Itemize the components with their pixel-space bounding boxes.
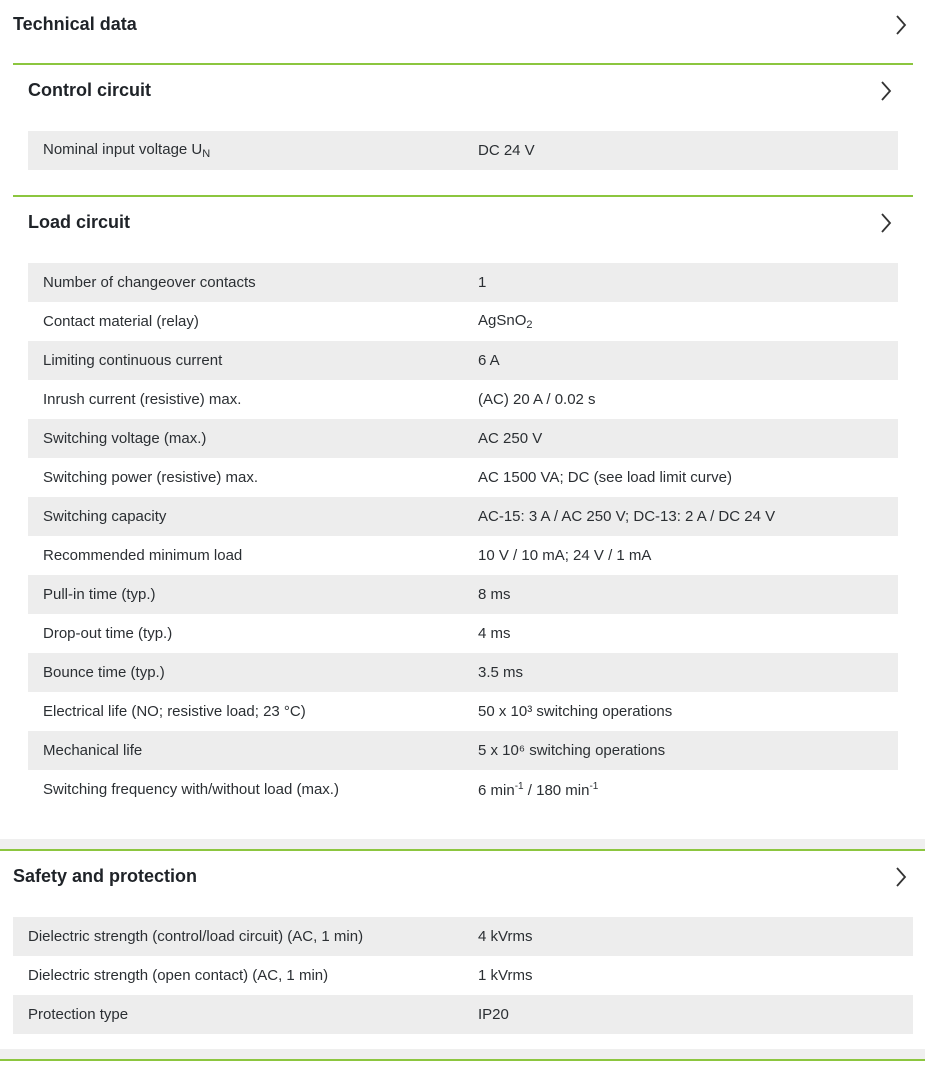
table-row xyxy=(28,692,898,731)
row-value: AC 250 V xyxy=(478,430,543,447)
row-label: Protection type xyxy=(28,1006,129,1023)
row-value: 4 kVrms xyxy=(478,928,533,945)
row-label: Nominal input voltage $U_N$ xyxy=(43,141,211,160)
row-value: (AC) 20 A / 0.02 s xyxy=(478,391,596,408)
table-row xyxy=(28,731,898,770)
table-row xyxy=(28,419,898,458)
table-row xyxy=(13,995,913,1034)
row-label: Contact material (relay) xyxy=(43,313,199,330)
row-value: 6 A xyxy=(478,352,500,369)
row-value: 5 x 10⁶ switching operations xyxy=(478,742,666,759)
table-row xyxy=(28,380,898,419)
row-value: 6 $\min^{-1} / 180$ $\min^{-1}$ xyxy=(478,780,599,799)
section-divider xyxy=(0,849,925,851)
technical-data-header[interactable] xyxy=(0,0,925,50)
row-value: 4 ms xyxy=(478,625,511,642)
row-label: Switching frequency with/without load (max.) xyxy=(43,781,339,798)
row-value: DC 24 V xyxy=(478,142,535,159)
row-label: Inrush current (resistive) max. xyxy=(43,391,242,408)
chevron-right-icon[interactable] xyxy=(894,14,908,36)
row-value: 8 ms xyxy=(478,586,511,603)
row-value: IP20 xyxy=(478,1006,509,1023)
section-gap xyxy=(0,1049,925,1059)
table-row xyxy=(28,341,898,380)
row-label: Limiting continuous current xyxy=(43,352,223,369)
section-gap xyxy=(0,839,925,849)
row-label: Mechanical life xyxy=(43,742,143,759)
safety-protection-table xyxy=(13,917,913,1034)
page-title: Technical data xyxy=(13,14,137,34)
row-value: 3.5 ms xyxy=(478,664,524,681)
row-value: AC 1500 VA; DC (see load limit curve) xyxy=(478,469,732,486)
row-value: 1 xyxy=(478,274,487,291)
row-value: 10 V / 10 mA; 24 V / 1 mA xyxy=(478,547,652,564)
section-title: Control circuit xyxy=(28,80,152,100)
table-row xyxy=(28,302,898,341)
row-value: 50 x 10³ switching operations xyxy=(478,703,673,720)
row-label: Pull-in time (typ.) xyxy=(43,586,156,603)
table-row xyxy=(13,917,913,956)
row-label: Dielectric strength (open contact) (AC, 1 min) xyxy=(28,967,329,984)
row-value: AgSnO$_2$ xyxy=(478,312,533,331)
row-label: Bounce time (typ.) xyxy=(43,664,165,681)
row-label: Dielectric strength (control/load circuit) (AC, 1 min) xyxy=(28,928,364,945)
row-value: 1 kVrms xyxy=(478,967,533,984)
row-value: AC-15: 3 A / AC 250 V; DC-13: 2 A / DC 24 V xyxy=(478,508,776,525)
row-label: Number of changeover contacts xyxy=(43,274,256,291)
section-divider xyxy=(0,1059,925,1061)
row-label: Switching voltage (max.) xyxy=(43,430,207,447)
row-label: Electrical life (NO; resistive load; 23 °C) xyxy=(43,703,306,720)
control-circuit-table xyxy=(28,131,898,170)
table-row xyxy=(28,536,898,575)
table-row xyxy=(28,131,898,170)
table-row xyxy=(28,614,898,653)
section-divider xyxy=(13,195,913,197)
table-row xyxy=(28,497,898,536)
chevron-right-icon[interactable] xyxy=(894,866,908,888)
section-title: Safety and protection xyxy=(13,866,198,886)
row-label: Recommended minimum load xyxy=(43,547,243,564)
section-title: Load circuit xyxy=(28,212,131,232)
row-label: Switching power (resistive) max. xyxy=(43,469,259,486)
table-row xyxy=(28,653,898,692)
table-row xyxy=(13,956,913,995)
chevron-right-icon[interactable] xyxy=(879,80,893,102)
table-row xyxy=(28,770,898,809)
load-circuit-table xyxy=(28,263,898,809)
chevron-right-icon[interactable] xyxy=(879,212,893,234)
table-row xyxy=(28,263,898,302)
row-label: Switching capacity xyxy=(43,508,167,525)
section-divider xyxy=(13,63,913,65)
row-label: Drop-out time (typ.) xyxy=(43,625,173,642)
table-row xyxy=(28,575,898,614)
table-row xyxy=(28,458,898,497)
